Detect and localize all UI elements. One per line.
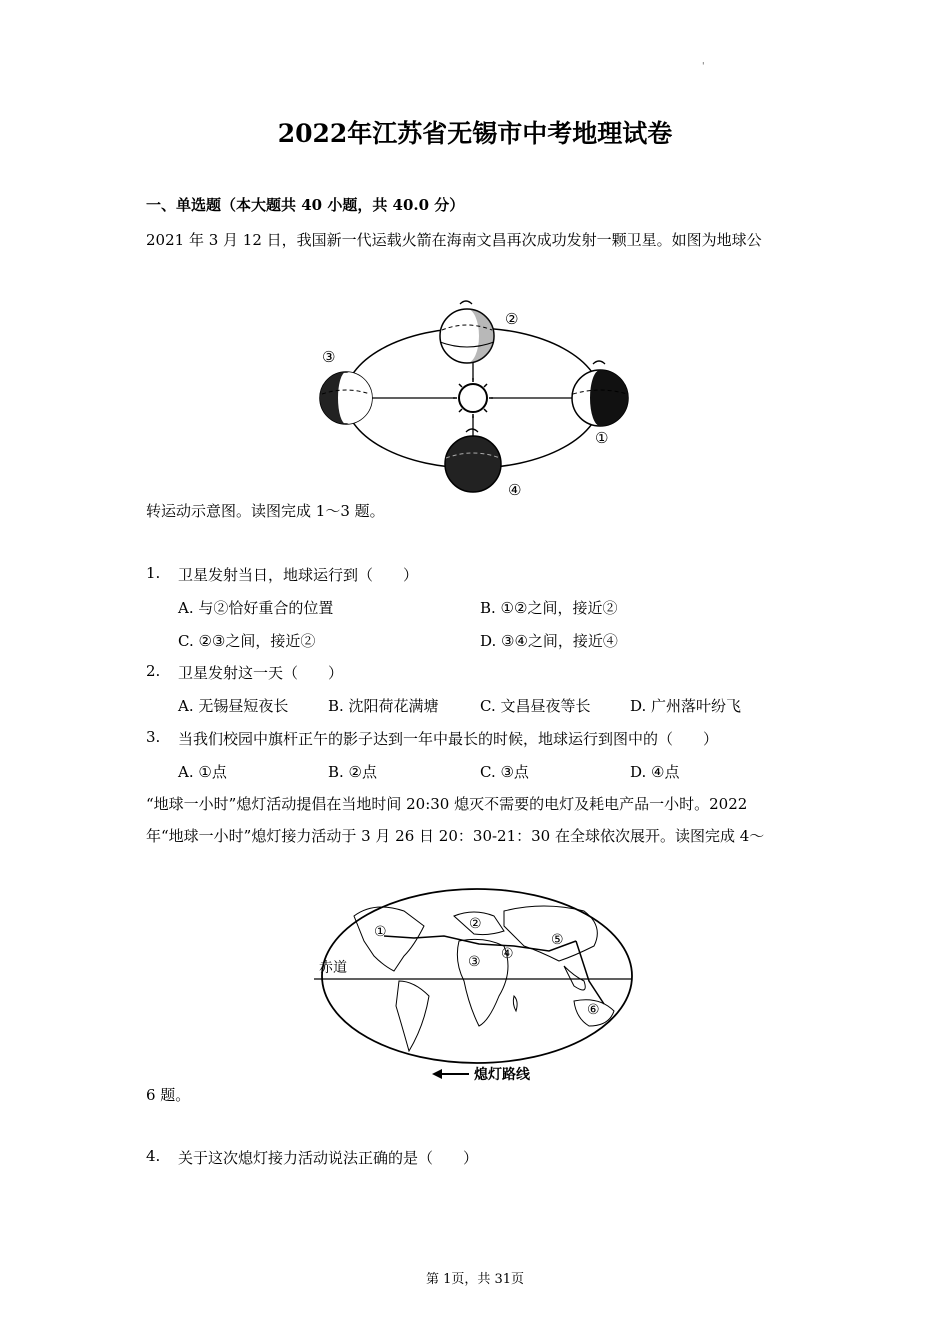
figure2-label-2: ② — [469, 916, 482, 932]
earth-position-2 — [440, 301, 494, 363]
intro1-line1: 2021 年 3 月 12 日，我国新一代运载火箭在海南文昌再次成功发射一颗卫星。如图为地球公 — [146, 231, 762, 249]
intro2-line2: 年“地球一小时”熄灯接力活动于 3 月 26 日 20：30-21：30 在全球依次展开。读图完成 4～ — [146, 827, 765, 845]
intro1-line2: 转运动示意图。读图完成 1～3 题。 — [146, 502, 385, 520]
q2-option-c[interactable]: C. 文昌昼夜等长 — [480, 697, 591, 715]
q3-text: 当我们校园中旗杆正午的影子达到一年中最长的时候，地球运行到图中的（ ） — [178, 730, 719, 748]
q2-option-b[interactable]: B. 沈阳荷花满塘 — [328, 697, 439, 715]
figure1-label-1: ① — [595, 429, 609, 447]
earth-revolution-figure — [310, 298, 650, 500]
page-mark: ' — [702, 62, 705, 72]
q3-option-c[interactable]: C. ③点 — [480, 763, 529, 781]
q1-option-a[interactable]: A. 与②恰好重合的位置 — [178, 599, 334, 617]
earth-position-3 — [320, 372, 372, 424]
world-map-figure — [314, 886, 644, 1086]
q1-option-d[interactable]: D. ③④之间，接近④ — [480, 632, 618, 650]
q1-option-b[interactable]: B. ①②之间，接近② — [480, 599, 618, 617]
q4-number: 4. — [146, 1147, 161, 1165]
earth-position-1 — [572, 361, 628, 426]
route-legend-icon — [432, 1069, 469, 1079]
q3-option-d[interactable]: D. ④点 — [630, 763, 680, 781]
figure2-label-3: ③ — [468, 954, 481, 970]
q3-option-b[interactable]: B. ②点 — [328, 763, 378, 781]
figure1-label-2: ② — [505, 310, 519, 328]
sun-icon — [453, 378, 493, 418]
figure1-label-3: ③ — [322, 348, 336, 366]
q2-option-d[interactable]: D. 广州落叶纷飞 — [630, 697, 742, 715]
q2-option-a[interactable]: A. 无锡昼短夜长 — [178, 697, 289, 715]
earth-position-4 — [445, 429, 501, 492]
q1-number: 1. — [146, 564, 161, 582]
q2-text: 卫星发射这一天（ ） — [178, 664, 344, 682]
route-legend-label: 熄灯路线 — [474, 1067, 530, 1083]
equator-label: 赤道 — [319, 960, 347, 976]
q2-number: 2. — [146, 662, 161, 680]
q3-number: 3. — [146, 728, 161, 746]
q1-option-c[interactable]: C. ②③之间，接近② — [178, 632, 316, 650]
figure2-label-4: ④ — [501, 946, 514, 962]
figure2-label-1: ① — [374, 924, 387, 940]
q4-text: 关于这次熄灯接力活动说法正确的是（ ） — [178, 1149, 479, 1167]
q1-text: 卫星发射当日，地球运行到（ ） — [178, 566, 419, 584]
q3-option-a[interactable]: A. ①点 — [178, 763, 227, 781]
exam-title: 2022年江苏省无锡市中考地理试卷 — [277, 119, 673, 148]
section-heading: 一、单选题（本大题共 40 小题，共 40.0 分） — [146, 196, 465, 214]
figure2-label-6: ⑥ — [587, 1002, 600, 1018]
page-footer: 第 1页，共 31页 — [425, 1272, 525, 1287]
intro2-line3: 6 题。 — [146, 1086, 191, 1104]
figure2-label-5: ⑤ — [551, 932, 564, 948]
figure1-label-4: ④ — [508, 481, 522, 499]
intro2-line1: “地球一小时”熄灯活动提倡在当地时间 20:30 熄灭不需要的电灯及耗电产品一小时。2022 — [146, 795, 748, 813]
